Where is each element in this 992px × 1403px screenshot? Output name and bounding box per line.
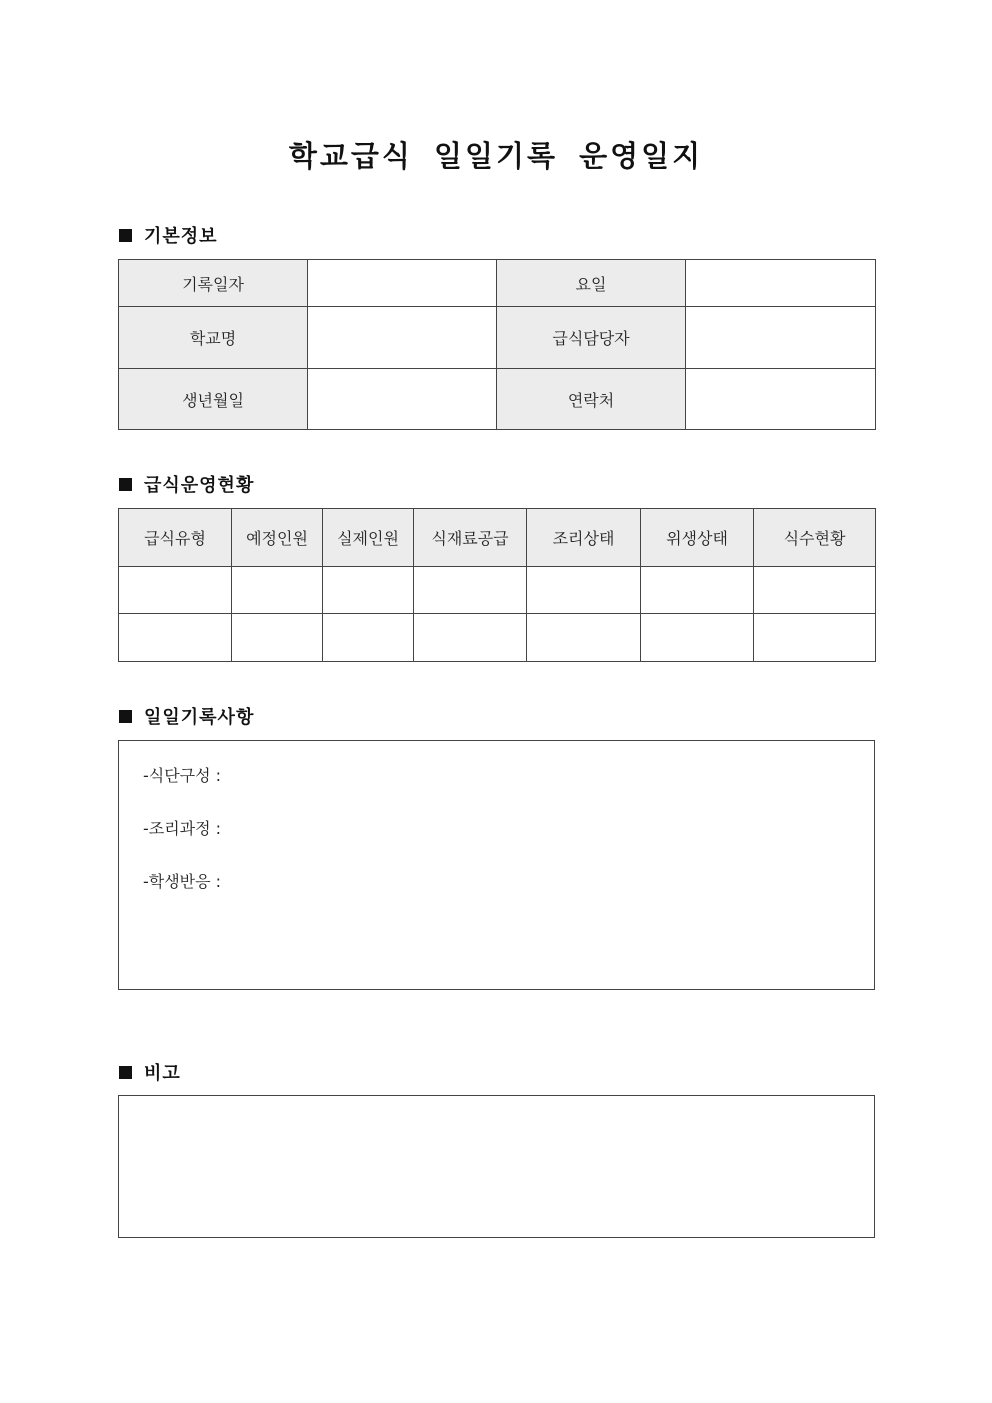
table-cell[interactable] bbox=[323, 614, 414, 662]
record-date-field[interactable] bbox=[308, 260, 497, 307]
table-row bbox=[119, 567, 876, 614]
record-date-label: 기록일자 bbox=[119, 260, 308, 307]
column-header-cooking-status: 조리상태 bbox=[527, 509, 641, 567]
daily-record-box[interactable] bbox=[118, 740, 875, 990]
square-bullet-icon bbox=[119, 710, 132, 723]
school-name-field[interactable] bbox=[308, 307, 497, 369]
contact-label: 연락처 bbox=[497, 369, 686, 430]
square-bullet-icon bbox=[119, 1066, 132, 1079]
basic-info-heading-label: 기본정보 bbox=[144, 226, 218, 247]
cooking-process-line: -조리과정 : bbox=[143, 819, 222, 838]
table-cell[interactable] bbox=[119, 614, 232, 662]
basic-info-table bbox=[118, 259, 876, 430]
basic-info-heading bbox=[119, 222, 218, 248]
column-header-ingredient-supply: 식재료공급 bbox=[414, 509, 527, 567]
birthdate-field[interactable] bbox=[308, 369, 497, 430]
operation-heading bbox=[119, 471, 254, 497]
table-row bbox=[119, 260, 876, 307]
table-cell[interactable] bbox=[641, 614, 754, 662]
column-header-meal-count: 식수현황 bbox=[754, 509, 876, 567]
table-cell[interactable] bbox=[527, 567, 641, 614]
weekday-label: 요일 bbox=[497, 260, 686, 307]
square-bullet-icon bbox=[119, 229, 132, 242]
column-header-planned-count: 예정인원 bbox=[232, 509, 323, 567]
operation-table bbox=[118, 508, 876, 662]
weekday-field[interactable] bbox=[686, 260, 876, 307]
column-header-hygiene-status: 위생상태 bbox=[641, 509, 754, 567]
operation-heading-label: 급식운영현황 bbox=[144, 475, 255, 496]
table-cell[interactable] bbox=[414, 567, 527, 614]
daily-record-heading bbox=[119, 703, 254, 729]
school-name-label: 학교명 bbox=[119, 307, 308, 369]
page-title: 학교급식 일일기록 운영일지 bbox=[288, 139, 704, 173]
column-header-actual-count: 실제인원 bbox=[323, 509, 414, 567]
table-cell[interactable] bbox=[414, 614, 527, 662]
contact-field[interactable] bbox=[686, 369, 876, 430]
birthdate-label: 생년월일 bbox=[119, 369, 308, 430]
table-cell[interactable] bbox=[232, 567, 323, 614]
table-cell[interactable] bbox=[754, 567, 876, 614]
table-row bbox=[119, 307, 876, 369]
table-cell[interactable] bbox=[641, 567, 754, 614]
meal-manager-field[interactable] bbox=[686, 307, 876, 369]
table-row bbox=[119, 369, 876, 430]
remarks-heading bbox=[119, 1059, 181, 1085]
table-row bbox=[119, 614, 876, 662]
table-header-row bbox=[119, 509, 876, 567]
table-cell[interactable] bbox=[527, 614, 641, 662]
remarks-box[interactable] bbox=[118, 1095, 875, 1238]
table-cell[interactable] bbox=[754, 614, 876, 662]
student-reaction-line: -학생반응 : bbox=[143, 872, 222, 891]
column-header-meal-type: 급식유형 bbox=[119, 509, 232, 567]
menu-composition-line: -식단구성 : bbox=[143, 766, 222, 785]
square-bullet-icon bbox=[119, 478, 132, 491]
table-cell[interactable] bbox=[119, 567, 232, 614]
daily-record-heading-label: 일일기록사항 bbox=[144, 707, 255, 728]
meal-manager-label: 급식담당자 bbox=[497, 307, 686, 369]
table-cell[interactable] bbox=[232, 614, 323, 662]
table-cell[interactable] bbox=[323, 567, 414, 614]
remarks-heading-label: 비고 bbox=[144, 1063, 181, 1084]
